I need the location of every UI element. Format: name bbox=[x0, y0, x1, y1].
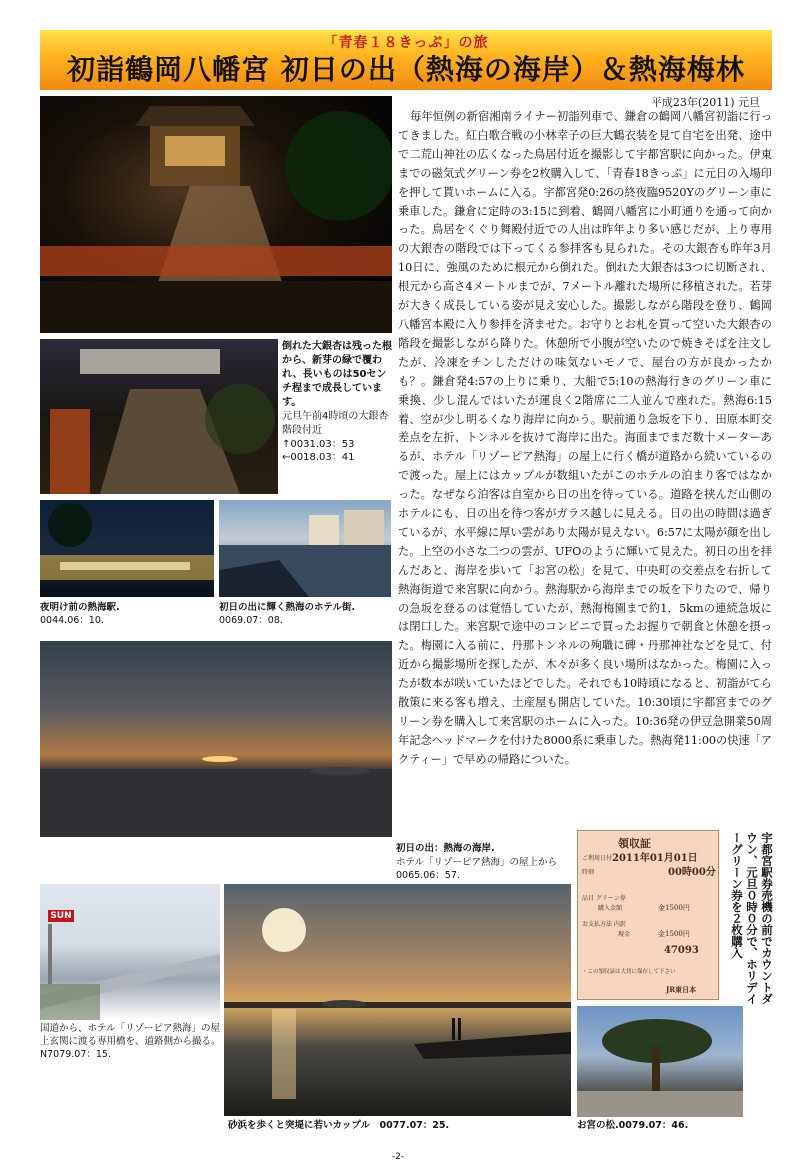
ticket-vertical-caption: 宇都宮駅券売機の前でカウントダウン、元旦０時０分で、ホリデイーグリーン券を２枚購入 bbox=[730, 832, 774, 1005]
bridge-caption: 国道から、ホテル「リゾーピア熱海」の屋上玄関に渡る専用橋を、道路側から撮る。N7079.07：15. bbox=[40, 1023, 221, 1060]
ticket-heading: 領収証 bbox=[618, 837, 651, 850]
photo-hotel-bridge bbox=[40, 884, 220, 1020]
ticket-cash-label: 現金 bbox=[618, 931, 631, 938]
hotels-illustration bbox=[219, 500, 391, 597]
photo-atami-station bbox=[40, 500, 214, 597]
page-number: -2- bbox=[391, 1152, 405, 1162]
ticket-amount-label: 購入金額 bbox=[598, 905, 623, 912]
ticket-date: 2011年01月01日 bbox=[612, 853, 698, 864]
hotels-code: 0069.07：08. bbox=[219, 615, 283, 626]
photo-shrine-night bbox=[40, 96, 392, 333]
photo-ginkgo-stairs bbox=[40, 339, 278, 494]
station-caption: 夜明け前の熱海駅. bbox=[40, 602, 120, 613]
article-date: 平成23年(2011) 元旦 bbox=[650, 96, 760, 109]
photo-first-sunrise bbox=[40, 641, 392, 837]
hotels-caption: 初日の出に輝く熱海のホテル街. bbox=[219, 602, 356, 613]
shrine-illustration bbox=[40, 96, 392, 333]
sunrise-subcaption: ホテル「リゾーピア熱海」の屋上から bbox=[396, 857, 558, 868]
couple-illustration bbox=[224, 884, 571, 1116]
sunrise-illustration bbox=[40, 641, 392, 837]
ticket-time-label: 時刻 bbox=[582, 869, 595, 876]
article-body bbox=[398, 108, 772, 770]
pine-caption: お宮の松.0079.07：46. bbox=[577, 1120, 689, 1131]
ticket-company: JR東日本 bbox=[666, 985, 697, 994]
article-paragraph: 毎年恒例の新宿湘南ライナー初詣列車で、鎌倉の鶴岡八幡宮初詣に行ってきました。紅白歌合戦の小林幸子の巨大鶴衣装を見て自宅を出発、途中で二荒山神社の広くなった鳥居付近を撮影して宇都宮駅に向かった。伊東までの磁気式グリーン券を2枚購入して、「青春18きっぷ」に元日の入場印を押して貰いホームに入る。宇都宮発0:26の終夜臨9520Yのグリーン車に乗車した。鎌倉に定時の3:15に到着、鶴岡八幡宮に小町通りを通って向かった。鳥居をくぐり舞殿付近での人出は昨年より多い感じだが、上り専用の大銀杏の階段では下ってくる参拝客も見られた。その大銀杏も昨年3月10日に、強風のために根元から倒れた。倒れた大銀杏は3つに切断され、根元から高さ4メートルまでが、7メートル離れた場所に移植された。若芽が大きく成長している姿が見え安心した。撮影しながら階段を登り、鶴岡八幡宮本殿に入り参拝を済ませた。お守りとお札を買って空いた大銀杏の階段を撮影しながら降りた。休憩所で小腹が空いたので焼きそばを注文したが、冷凍をチンしただけの味気ないモノで、屋台の方が良かったかも？。鎌倉発4:57の上りに乗り、大船で5:10の熱海行きのグリーン車に乗換、少し混んではいたが運良く2階席に二人並んで座れた。熱海6:15着、空が少し明るくなり海岸に向かう。駅前通り急坂を下り、田原本町交差点を左折、トンネルを抜けて海岸に出た。海面までまだ数十メーターあるが、ホテル「リゾーピア熱海」の屋上に行く橋が道路から続いているので渡った。屋上にはカップルが数組いたがこのホテルの泊まり客ではなかった。なぜなら泊客は自室から日の出を待っている。道路を挟んだ山側のホテルにも、日の出を待つ客がガラス越しに見える。日の出の時間は過ぎているが、水平線に厚い雲があり太陽が見えない。6:57に太陽が顔を出した。上空の小さな二つの雲が、UFOのように輝いて見えた。初日の出を拝んだあと、海岸を歩いて「お宮の松」を見て、中央町の交差点を右折して熱海街道で来宮駅に向かう。熱海駅から海岸までの坂を下りたので、帰りの急坂を登るのは覚悟していたが、熱海梅園まで約1．5kmの連続急坂には閉口した。来宮駅で途中のコンビニで買ったお握りで朝食と休憩を摂った。梅園に入る前に、丹那トンネルの殉職に碑・丹那神社などを見て、付近から撮影場所を探したが、木々が多く良い場所はなかった。梅園に入ったが数本が咲いていたほどでした。それでも10時頃になると、初詣がてら散策に来る客も増え、土産屋も開店していた。10:30頃に宇都宮までのグリーン券を購入して来宮駅のホームに入った。10:36発の伊豆急開業50周年記念ヘッドマークを付けた8000系に乗車した。熱海発11:00の快速「アクティー」で早めの帰路についた。 bbox=[398, 110, 773, 766]
ticket-amount: 金1500円 bbox=[658, 904, 690, 912]
station-code: 0044.06：10. bbox=[40, 615, 104, 626]
ginkgo-caption: 倒れた大銀杏は残った根から、新芽の緑で覆われ、長いものは50センチ程まで成長しています。 bbox=[282, 341, 392, 408]
hotel-sun-sign: SUN bbox=[48, 910, 74, 922]
stairs-illustration bbox=[40, 339, 278, 494]
ticket-usage-label: ご利用日付 bbox=[582, 855, 613, 862]
ticket-time: 00時00分 bbox=[668, 867, 716, 878]
photo-atami-hotels bbox=[219, 500, 391, 597]
pine-illustration bbox=[577, 1006, 743, 1117]
ticket-note: ・この領収証は大切に保存して下さい bbox=[582, 969, 676, 975]
ticket-cash-amount: 金1500円 bbox=[658, 930, 690, 938]
sunrise-caption: 初日の出：熱海の海岸. bbox=[396, 843, 495, 854]
ginkgo-code-up: ↑0031.03：53 bbox=[282, 439, 355, 450]
sunrise-code: 0065.06：57. bbox=[396, 870, 460, 881]
page-title: 初詣鶴岡八幡宮 初日の出（熱海の海岸）＆熱海梅林 bbox=[67, 53, 745, 86]
title-banner bbox=[40, 30, 772, 90]
ticket-serial: 47093 bbox=[664, 945, 699, 956]
station-illustration bbox=[40, 500, 214, 597]
ginkgo-time-caption: 元旦午前4時頃の大銀杏階段付近 bbox=[282, 411, 389, 436]
couple-caption: 砂浜を歩くと突堤に若いカップル 0077.07：25. bbox=[228, 1120, 450, 1131]
ginkgo-code-left: ←0018.03：41 bbox=[282, 452, 355, 463]
ticket-payment-label: お支払方法 内訳 bbox=[582, 921, 626, 928]
bridge-illustration bbox=[40, 884, 220, 1020]
photo-omiya-pine bbox=[577, 1006, 743, 1117]
photo-couple-on-jetty bbox=[224, 884, 571, 1116]
photo-green-ticket-receipt bbox=[577, 830, 719, 1000]
series-subtitle: 「青春１８きっぷ」の旅 bbox=[323, 35, 489, 51]
ticket-item: 品目 グリーン券 bbox=[582, 895, 626, 902]
